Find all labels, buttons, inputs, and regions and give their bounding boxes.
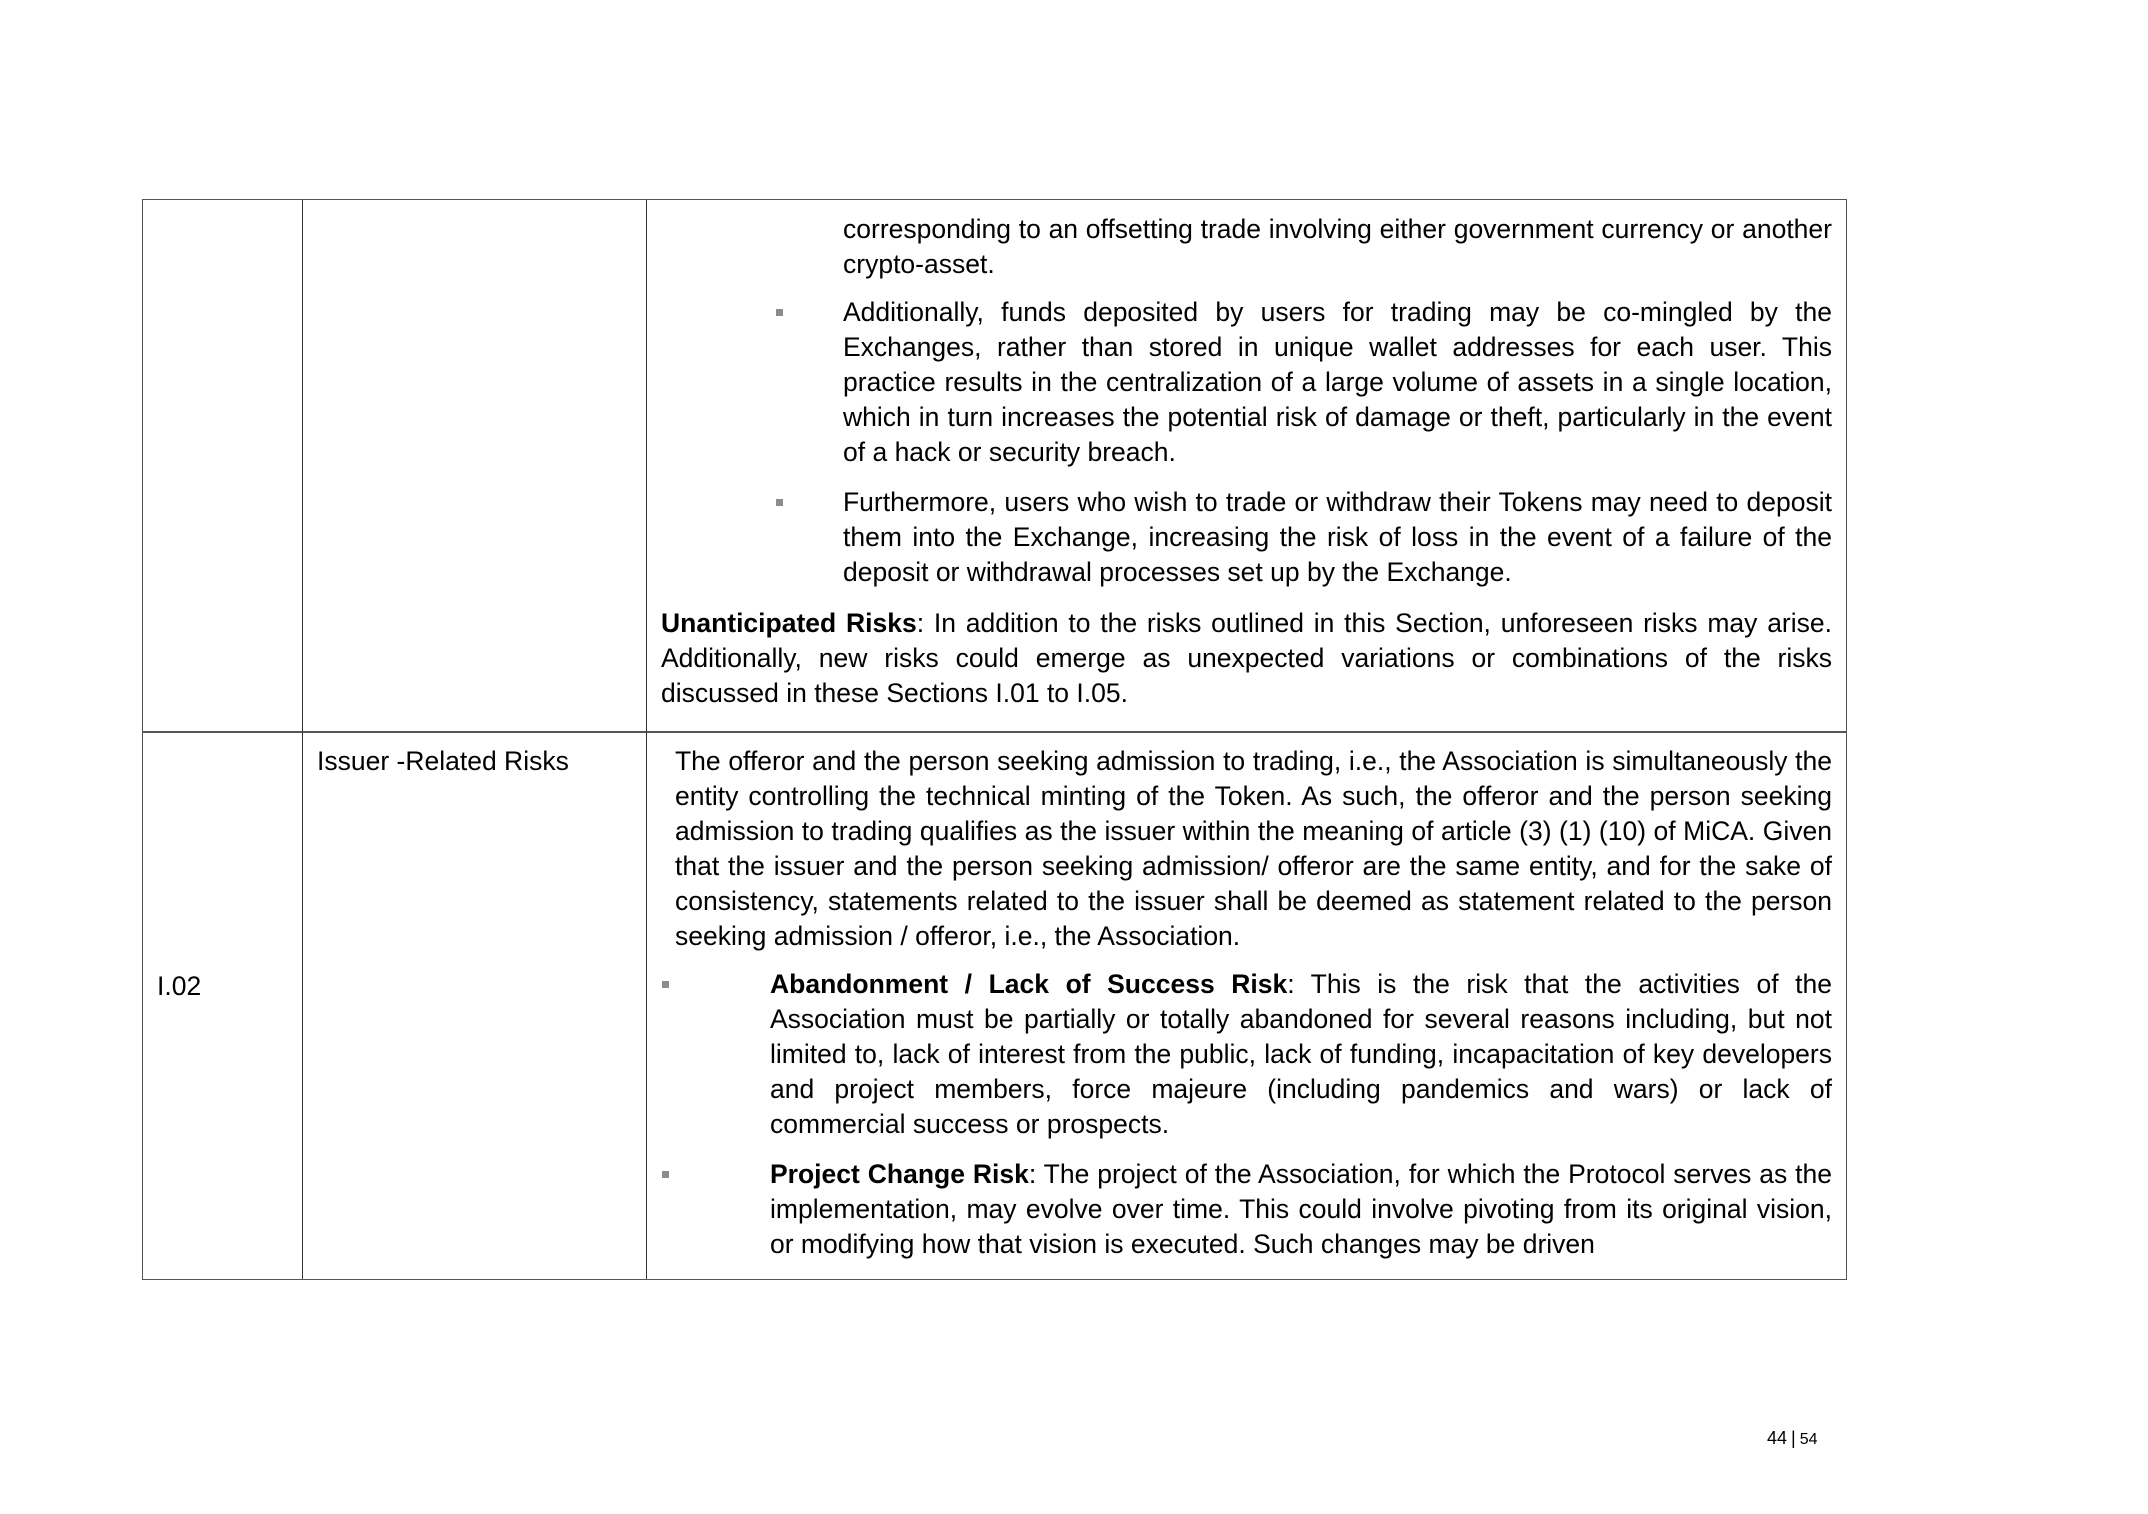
- section-topic-cell: [303, 200, 647, 731]
- list-item-text: : This is the risk that the activities of the Association must be partially or totally abandoned for several reasons including, but not limited to, lack of interest from the public, lack of funding, incapacitation of key developers and project members, force majeure (including pandemics and wars) or lack of commercial success or prospects.: [770, 969, 1832, 1139]
- section-description-cell: [647, 731, 1846, 1279]
- section-topic-cell: [303, 731, 647, 1279]
- page-separator: |: [1791, 1428, 1796, 1448]
- section-id-cell: [143, 200, 303, 731]
- unanticipated-risks-text: : In addition to the risks outlined in this Section, unforeseen risks may arise. Additionally, new risks could emerge as unexpected variations or combinations of the risks discussed in these Sections I.01 to I.05.: [661, 608, 1832, 708]
- risk-table: [142, 199, 1847, 1280]
- section-id-cell: [143, 731, 303, 1279]
- unanticipated-risks-title: Unanticipated Risks: [661, 608, 917, 638]
- current-page: 44: [1767, 1428, 1788, 1448]
- unanticipated-risks-paragraph: [661, 606, 1832, 711]
- total-pages: 54: [1799, 1431, 1818, 1448]
- bullet-list: [770, 967, 1832, 1262]
- section-id: I.02: [157, 971, 202, 1001]
- list-item-text: Additionally, funds deposited by users for trading may be co-mingled by the Exchanges, rather than stored in unique wallet addresses for each user. This practice results in the centralization of a large volume of assets in a single location, which in turn increases the potential risk of damage or theft, particularly in the event of a hack or security breach.: [843, 297, 1832, 467]
- section-topic: Issuer -Related Risks: [317, 746, 569, 776]
- list-item: [843, 295, 1832, 470]
- square-bullet-icon: [776, 499, 783, 506]
- list-item: [843, 485, 1832, 590]
- page-number: [1767, 1428, 1818, 1449]
- table-row: [143, 731, 1846, 1279]
- table-row: [143, 200, 1846, 733]
- list-item: [770, 1157, 1832, 1262]
- issuer-intro-paragraph: The offeror and the person seeking admission to trading, i.e., the Association is simultaneously the entity controlling the technical minting of the Token. As such, the offeror and the person seeking admission to trading qualifies as the issuer within the meaning of article (3) (1) (10) of MiCA. Given that the issuer and the person seeking admission/ offeror are the same entity, and for the sake of consistency, statements related to the issuer shall be deemed as statement related to the person seeking admission / offeror, i.e., the Association.: [675, 746, 1832, 951]
- square-bullet-icon: [776, 309, 783, 316]
- list-item-title: Abandonment / Lack of Success Risk: [770, 969, 1288, 999]
- list-item: [770, 967, 1832, 1142]
- bullet-list: [843, 295, 1832, 590]
- list-item-text: : The project of the Association, for which the Protocol serves as the implementation, may evolve over time. This could involve pivoting from its original vision, or modifying how that vision is executed. Such changes may be driven: [770, 1159, 1832, 1259]
- list-item-text: Furthermore, users who wish to trade or withdraw their Tokens may need to deposit them into the Exchange, increasing the risk of loss in the event of a failure of the deposit or withdrawal processes set up by the Exchange.: [843, 487, 1832, 587]
- continued-paragraph: corresponding to an offsetting trade involving either government currency or another crypto-asset.: [843, 214, 1832, 279]
- square-bullet-icon: [662, 1171, 669, 1178]
- section-description-cell: [647, 200, 1846, 731]
- square-bullet-icon: [662, 981, 669, 988]
- list-item-title: Project Change Risk: [770, 1159, 1029, 1189]
